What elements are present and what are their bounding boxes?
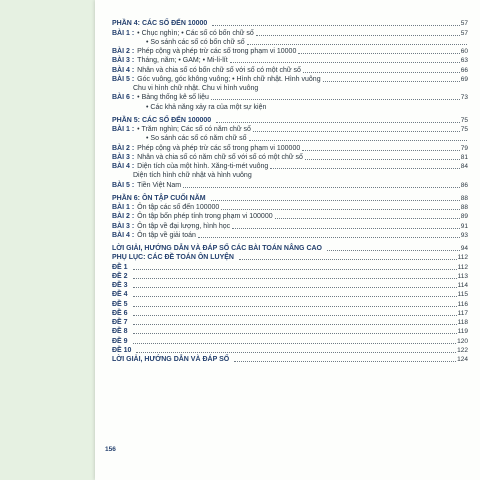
entry-label: PHỤ LỤC: CÁC ĐỀ TOÁN ÔN LUYỆN [112,254,234,262]
page-ref: 116 [457,300,468,308]
toc-section-heading[interactable] [112,244,468,253]
entry-title: • So sánh các số có năm chữ số [146,135,247,143]
page-ref: 60 [460,48,468,55]
entry-label: ĐỀ 4 [112,291,128,299]
dot-leader [249,140,467,141]
toc-entry[interactable] [112,75,468,84]
dot-leader [302,150,460,151]
page-ref: 118 [457,319,468,326]
entry-label: ĐỀ 7 [112,319,128,326]
toc-entry[interactable] [112,318,468,327]
toc-entry[interactable] [112,134,468,143]
entry-label: ĐỀ 8 [112,328,128,336]
toc-entry[interactable] [112,153,468,162]
dot-leader [133,343,457,344]
page-ref: 88 [460,194,468,202]
page-ref: 112 [457,254,468,262]
entry-title: • Chục nghìn; • Các số có bốn chữ số [137,29,254,37]
toc-entry[interactable] [112,162,468,171]
page-ref: 84 [460,163,468,170]
toc-entry[interactable] [112,28,468,37]
page-ref: 91 [460,222,468,230]
toc-entry[interactable] [112,125,468,134]
page-ref: 88 [460,204,468,211]
entry-title: Ôn tập về giải toán [137,231,196,239]
entry-label: BÀI 4 : [112,66,135,74]
page-ref: 113 [457,272,468,280]
page-ref: 75 [460,126,468,133]
dot-leader [133,287,457,288]
dot-leader [221,209,459,210]
dot-leader [133,306,457,307]
entry-label: BÀI 4 : [112,231,135,239]
toc-entry[interactable] [112,272,468,281]
entry-label: BÀI 1 : [112,126,135,133]
entry-title: Chu vi hình chữ nhật. Chu vi hình vuông [133,85,259,92]
dot-leader [211,200,460,201]
entry-label: BÀI 6 : [112,94,135,102]
dot-leader [275,218,460,219]
entry-title: Nhân và chia số có bốn chữ số với số có một chữ số [137,66,301,74]
toc-entry[interactable] [112,221,468,230]
page-number: 156 [105,446,116,453]
page-ref: 94 [460,245,468,252]
entry-title: Ôn tập bốn phép tính trong phạm vi 100000 [137,213,273,221]
entry-title: Tiền Việt Nam [137,181,182,189]
toc-entry[interactable] [112,47,468,56]
toc-entry[interactable] [112,65,468,74]
entry-label: BÀI 2 : [112,144,135,152]
page-ref: 86 [460,181,468,189]
dot-leader [270,168,459,169]
dot-leader [183,187,460,188]
page-ref: 120 [457,337,468,345]
entry-label: LỜI GIẢI, HƯỚNG DẪN VÀ ĐÁP SỐ CÁC BÀI TOÁN NÂNG CAO [112,245,322,252]
page-ref: 57 [460,20,468,28]
toc-section-heading[interactable] [112,116,468,125]
entry-label: BÀI 5 : [112,181,135,189]
entry-title: Ôn tập về đại lượng, hình học [137,222,231,230]
dot-leader [247,44,467,45]
dot-leader [133,333,457,334]
page-ref: 119 [457,328,468,336]
page-ref: 79 [460,144,468,152]
dot-leader [230,62,460,63]
page-ref: 122 [457,346,468,354]
page-ref: 73 [460,94,468,102]
dot-leader [133,278,457,279]
dot-leader [198,237,460,238]
page-ref: 63 [460,57,468,65]
toc-entry[interactable] [112,93,468,102]
toc-section-heading[interactable] [112,194,468,203]
entry-title: Diện tích hình chữ nhật và hình vuông [133,172,252,180]
entry-title: Phép cộng và phép trừ các số trong phạm vi 100000 [137,144,301,152]
entry-title: Góc vuông, góc không vuông; • Hình chữ nhật. Hình vuông [137,75,321,83]
dot-leader [133,269,457,270]
dot-leader [298,53,459,54]
toc-entry[interactable] [112,180,468,189]
dot-leader [234,361,456,362]
page-ref: 115 [457,291,468,299]
entry-label: BÀI 1 : [112,29,135,37]
entry-label: BÀI 3 : [112,222,135,230]
entry-label: ĐỀ 5 [112,300,128,308]
entry-title: Phép cộng và phép trừ các số trong phạm vi 10000 [137,48,297,55]
toc-entry[interactable] [112,309,468,318]
entry-label: ĐỀ 6 [112,309,128,317]
dot-leader [136,352,456,353]
toc-entry[interactable] [112,203,468,212]
entry-label: ĐỀ 2 [112,272,128,280]
entry-label: BÀI 1 : [112,204,135,211]
entry-label: BÀI 2 : [112,48,135,55]
dot-leader [133,315,457,316]
toc-entry[interactable] [112,38,468,47]
page-ref: 114 [457,282,468,289]
toc-section-heading[interactable] [112,253,468,262]
toc-entry[interactable] [112,171,468,180]
entry-label: ĐỀ 1 [112,263,128,271]
page-ref: 66 [460,66,468,74]
page-ref: 57 [460,29,468,37]
toc-entry[interactable] [112,56,468,65]
entry-label: PHẦN 5: CÁC SỐ ĐẾN 100000 [112,116,212,124]
dot-leader [239,259,457,260]
page-ref: 75 [460,116,468,124]
toc-entry[interactable] [112,290,468,299]
entry-title: Tháng, năm; • GAM; • Mi-li-lít [137,57,228,65]
table-of-contents [112,19,468,364]
entry-title: • Các khả năng xảy ra của một sự kiện [146,103,267,111]
entry-label: BÀI 4 : [112,163,135,170]
dot-leader [212,25,459,26]
toc-section-heading[interactable] [112,355,468,364]
dot-leader [303,72,460,73]
toc-entry[interactable] [112,143,468,152]
dot-leader [327,250,460,251]
dot-leader [253,131,460,132]
page-ref: 93 [460,231,468,239]
toc-entry[interactable] [112,336,468,345]
toc-entry[interactable] [112,84,468,93]
entry-title: Ôn tập các số đến 100000 [137,204,220,211]
entry-title: Diện tích của một hình. Xăng-ti-mét vuông [137,163,269,170]
entry-title: • Bảng thống kê số liệu [137,94,209,102]
entry-label: BÀI 2 : [112,213,135,221]
page-ref: 117 [457,309,468,317]
entry-label: BÀI 5 : [112,75,135,83]
page-ref: 112 [457,263,468,271]
document-page [95,0,480,480]
toc-entry[interactable] [112,346,468,355]
entry-label: ĐỀ 10 [112,346,132,354]
toc-entry[interactable] [112,299,468,308]
page-ref: 69 [460,75,468,83]
toc-entry[interactable] [112,231,468,240]
entry-label: ĐỀ 3 [112,282,128,289]
dot-leader [256,35,460,36]
entry-label: LỜI GIẢI, HƯỚNG DẪN VÀ ĐÁP SỐ [112,356,230,363]
entry-title: • Trăm nghìn; Các số có năm chữ số [137,126,251,133]
dot-leader [323,81,460,82]
page-ref: 81 [460,153,468,161]
toc-entry[interactable] [112,281,468,290]
dot-leader [305,159,460,160]
dot-leader [133,296,457,297]
page-ref: 124 [457,356,468,363]
entry-label: BÀI 3 : [112,57,135,65]
entry-label: PHẦN 4: CÁC SỐ ĐẾN 10000 [112,20,208,28]
toc-entry[interactable] [112,327,468,336]
entry-label: PHẦN 6: ÔN TẬP CUỐI NĂM [112,194,206,202]
toc-entry[interactable] [112,102,468,111]
entry-label: ĐỀ 9 [112,337,128,345]
dot-leader [133,324,457,325]
page-ref: 89 [460,213,468,221]
entry-title: • So sánh các số có bốn chữ số [146,38,245,46]
toc-section-heading[interactable] [112,19,468,28]
toc-entry[interactable] [112,262,468,271]
entry-label: BÀI 3 : [112,153,135,161]
dot-leader [216,122,460,123]
entry-title: Nhân và chia số có năm chữ số với số có một chữ số [137,153,303,161]
toc-entry[interactable] [112,212,468,221]
dot-leader [232,228,460,229]
dot-leader [211,99,460,100]
